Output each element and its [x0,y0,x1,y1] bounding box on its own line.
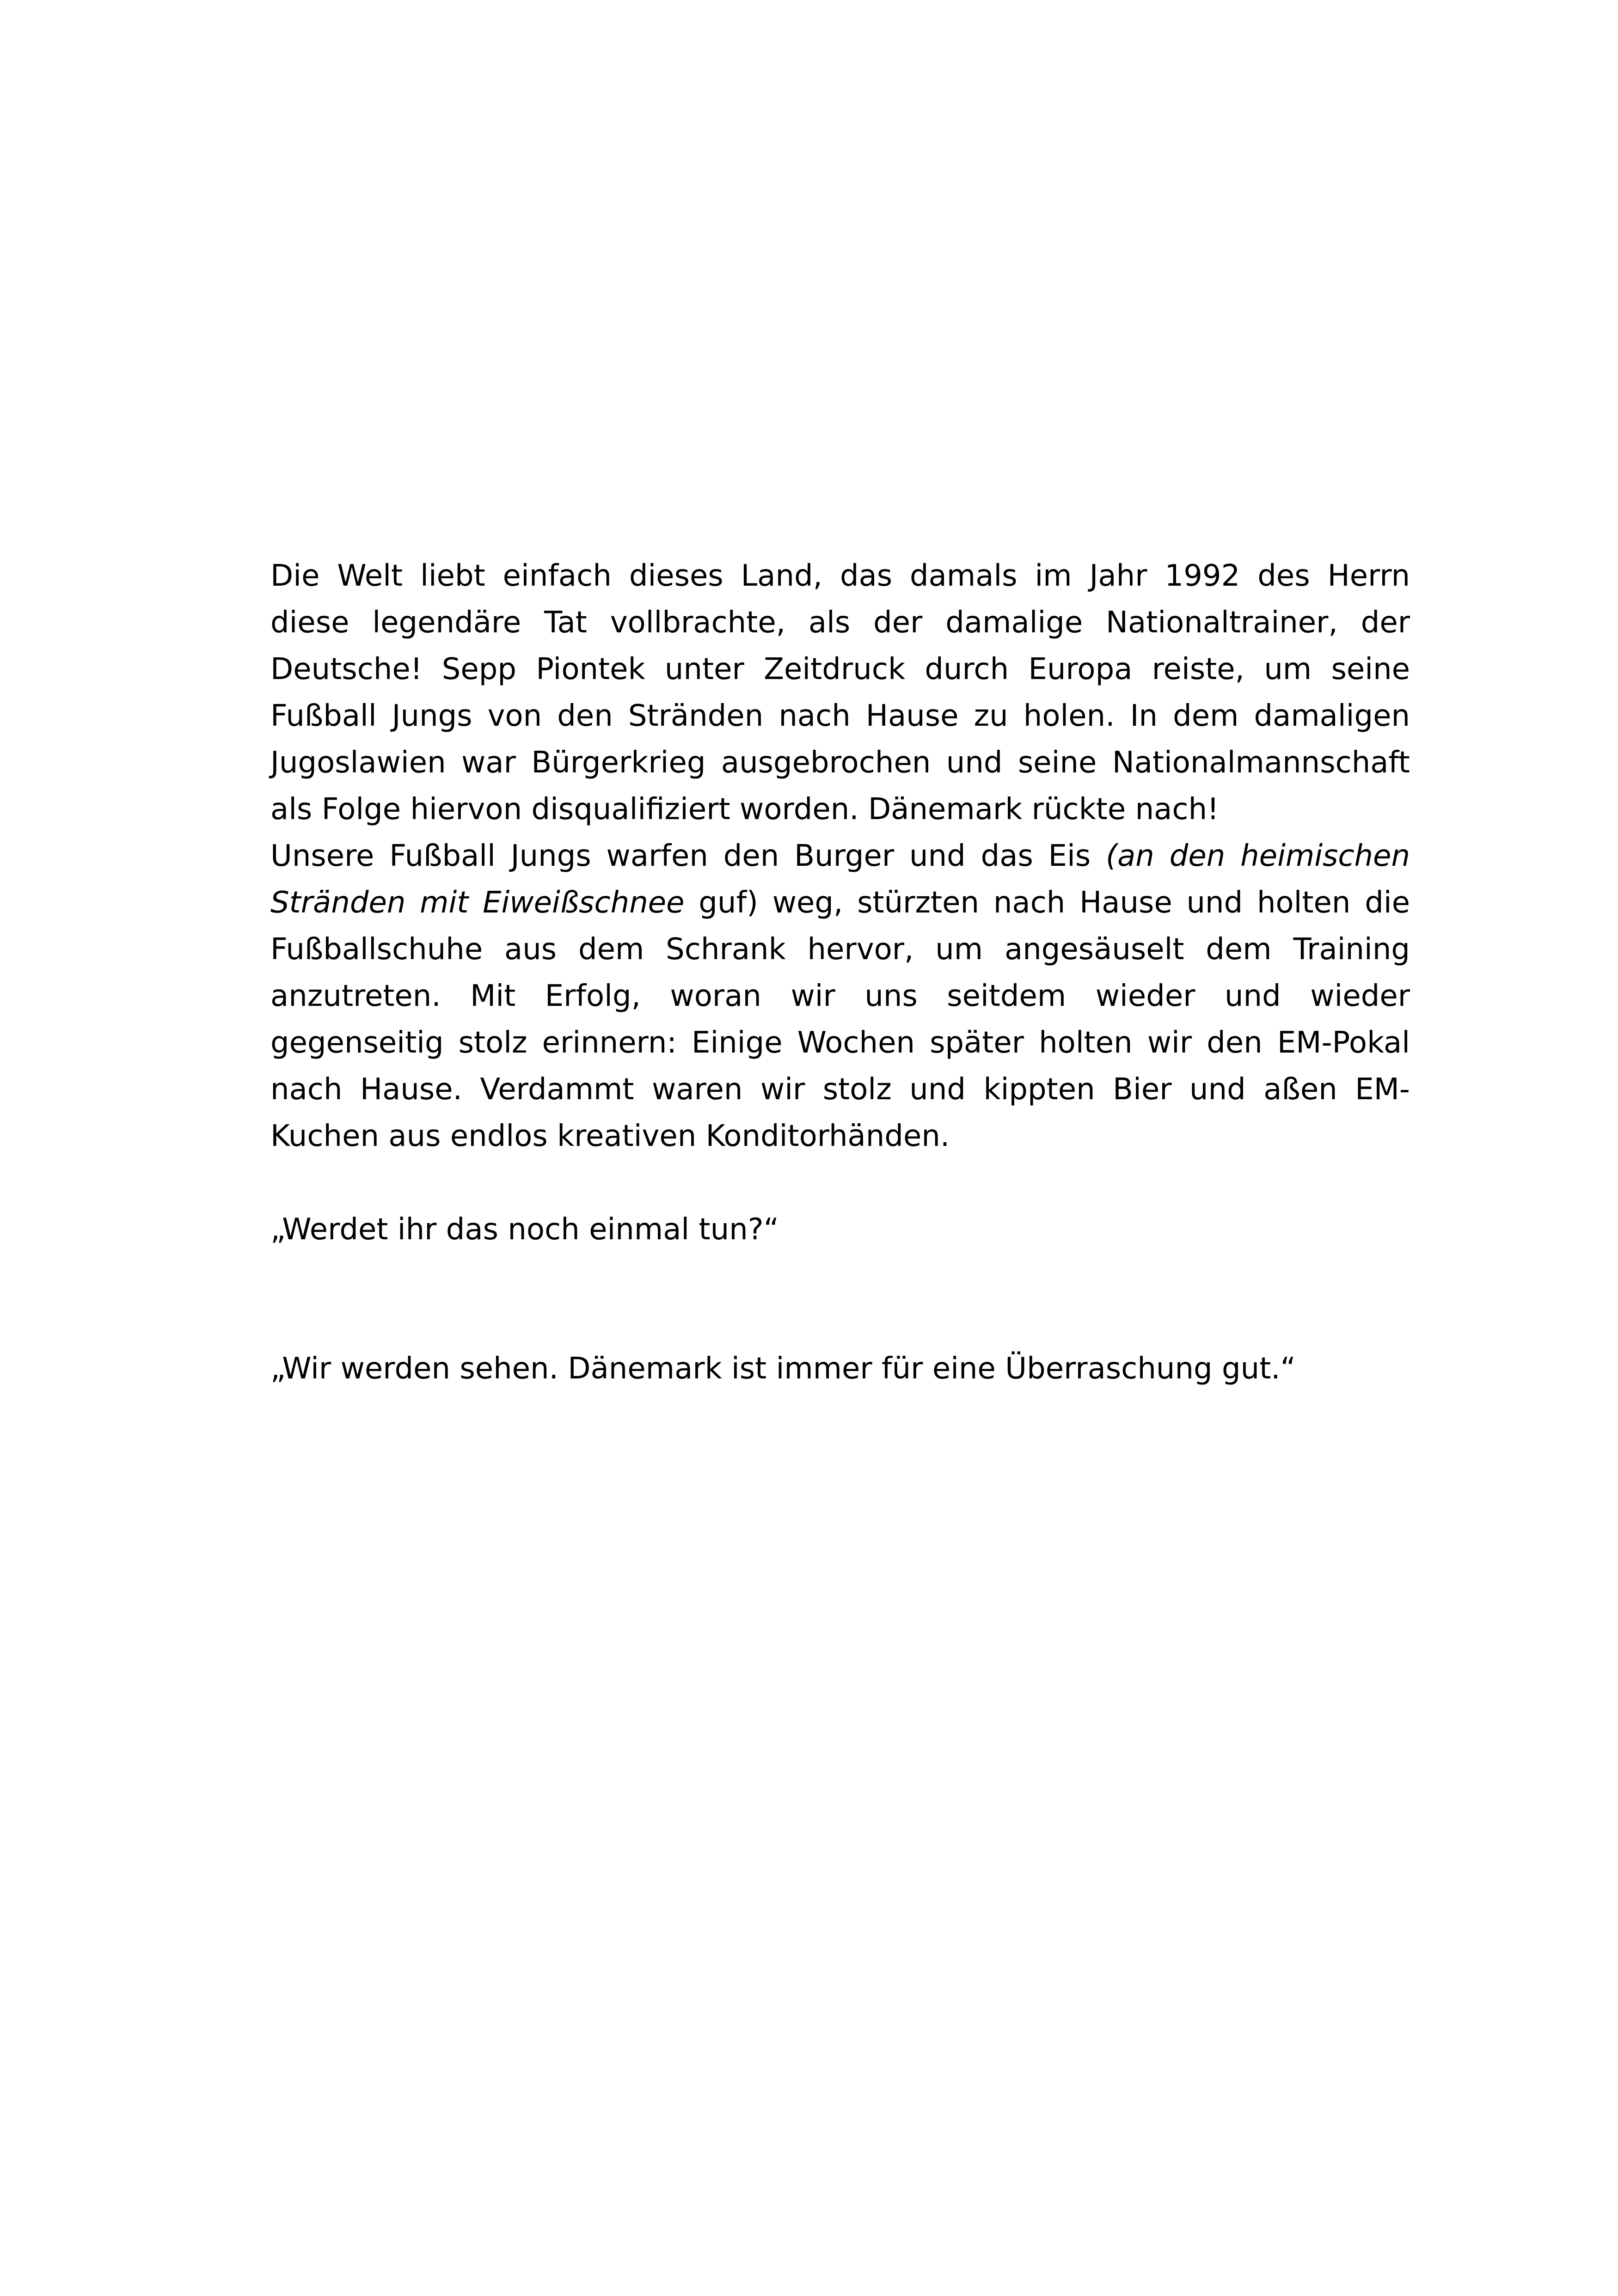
paragraph-line: anzutreten. Mit Erfolg, woran wir uns seitdem wieder und wieder [270,979,1410,1013]
paragraph-line: Jugoslawien war Bürgerkrieg ausgebrochen und seine Nationalmannschaft [270,746,1410,780]
paragraph-line: Die Welt liebt einfach dieses Land, das damals im Jahr 1992 des Herrn [270,559,1410,593]
paragraph-1 [270,553,1410,833]
quote-question: „Werdet ihr das noch einmal tun?“ [270,1212,779,1247]
body-text [270,553,1410,1392]
text-run: Unsere Fußball Jungs warfen den Burger und das Eis [270,839,1106,873]
paragraph-line: Fußballschuhe aus dem Schrank hervor, um angesäuselt dem Training [270,932,1410,967]
paragraph-line: Deutsche! Sepp Piontek unter Zeitdruck durch Europa reiste, um seine [270,652,1410,686]
paragraph-line: als Folge hiervon disqualifiziert worden. Dänemark rückte nach! [270,792,1219,827]
italic-text-run: (an den heimischen [1106,839,1410,873]
italic-text-run: Stränden mit Eiweißschnee [270,886,685,920]
paragraph-2 [270,833,1410,1160]
text-run: guf) weg, stürzten nach Hause und holten die [684,886,1410,920]
paragraph-line: diese legendäre Tat vollbrachte, als der damalige Nationaltrainer, der [270,606,1410,640]
paragraph-line: Fußball Jungs von den Stränden nach Hause zu holen. In dem damaligen [270,699,1410,733]
paragraph-line: Kuchen aus endlos kreativen Konditorhänden. [270,1119,950,1153]
quote-answer: „Wir werden sehen. Dänemark ist immer für eine Überraschung gut.“ [270,1352,1296,1386]
paragraph-line [270,833,1410,880]
paragraph-line: gegenseitig stolz erinnern: Einige Wochen später holten wir den EM-Pokal [270,1026,1410,1060]
paragraph-line [270,880,1410,926]
paragraph-line: nach Hause. Verdammt waren wir stolz und kippten Bier und aßen EM- [270,1072,1410,1107]
